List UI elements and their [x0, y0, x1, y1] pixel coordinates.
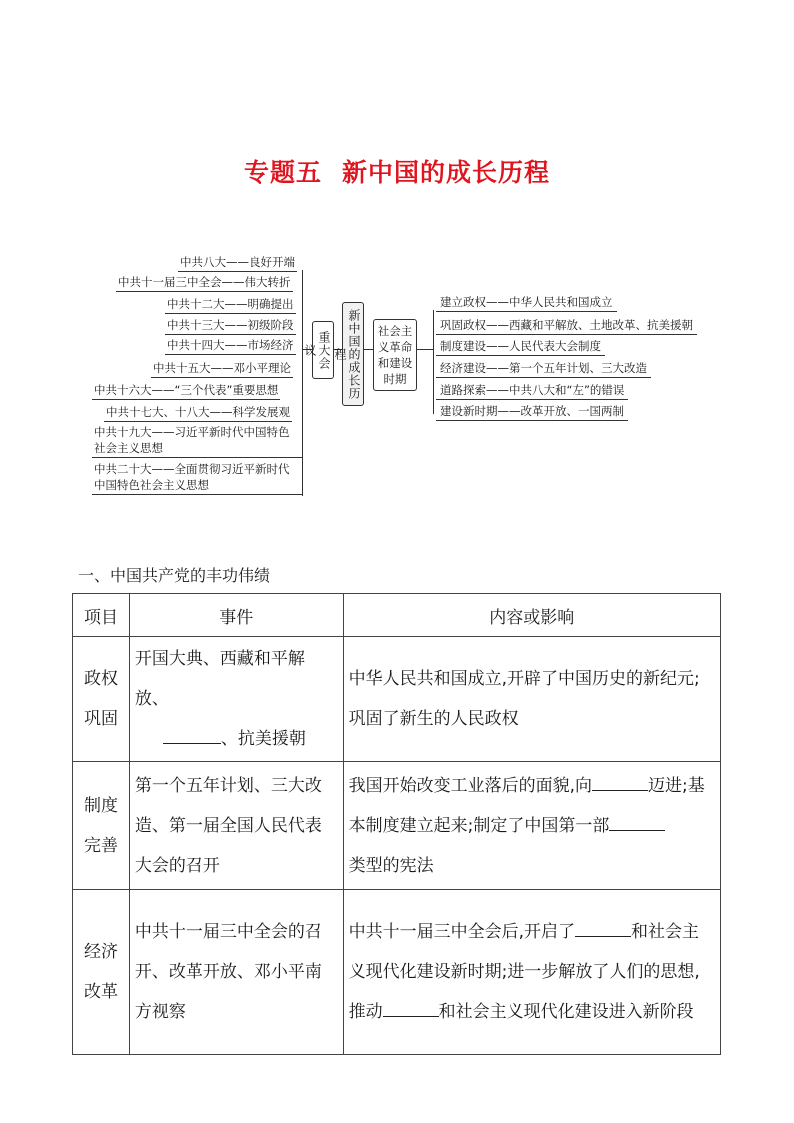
- fill-blank[interactable]: [163, 723, 221, 744]
- mindmap-left-item: 中共八大——良好开端: [178, 254, 297, 272]
- content-text: 类型的宪法: [348, 855, 434, 876]
- content-text: 我国开始改变工业落后的面貌,向: [348, 775, 593, 796]
- mindmap-connector: [364, 349, 373, 350]
- mindmap-right-item: 经济建设——第一个五年计划、三大改造: [436, 360, 651, 378]
- table-header-cell: 项目: [73, 594, 130, 637]
- mindmap-right-item: 建立政权——中华人民共和国成立: [436, 294, 617, 312]
- mindmap-left-item: 中共十四大——市场经济: [165, 337, 296, 355]
- mindmap-center-box: 新中国的成长历程: [342, 302, 364, 406]
- mindmap-right-item: 制度建设——人民代表大会制度: [436, 338, 605, 356]
- mindmap-left-spine: [302, 270, 303, 496]
- fill-blank[interactable]: [575, 916, 631, 937]
- fill-blank[interactable]: [609, 810, 665, 831]
- table-cell-item: 政权巩固: [73, 637, 130, 762]
- title-part2: 新中国的成长历程: [342, 158, 551, 187]
- table-row: [73, 890, 721, 1055]
- mindmap-meeting-box: 重大会议: [312, 321, 334, 379]
- table-row: [73, 637, 721, 762]
- mindmap-left-item: 中共十九大——习近平新时代中国特色社会主义思想: [92, 424, 302, 458]
- mindmap-left-item: 中共十七大、十八大——科学发展观: [104, 404, 292, 422]
- table-cell-content: 中华人民共和国成立,开辟了中国历史的新纪元;巩固了新生的人民政权: [343, 637, 720, 762]
- mindmap-left-item: 中共十三大——初级阶段: [165, 317, 296, 335]
- achievements-table: [72, 593, 721, 1055]
- fill-blank[interactable]: [592, 770, 648, 791]
- table-header-cell: 内容或影响: [343, 594, 720, 637]
- mindmap-left-item: 中共十六大——“三个代表”重要思想: [92, 382, 280, 400]
- mindmap-right-spine: [433, 310, 434, 414]
- table-cell-item: 经济改革: [73, 890, 130, 1055]
- table-header-row: [73, 594, 721, 637]
- page-title: [0, 153, 794, 189]
- mindmap-right-item: 建设新时期——改革开放、一国两制: [436, 403, 628, 421]
- mindmap-connector: [417, 349, 433, 350]
- table-cell-item: 制度完善: [73, 762, 130, 890]
- content-text: 迈进;基本制度建立起来;制定了中国第一部: [348, 775, 705, 836]
- mindmap-period-box: 社会主义革命和建设时期: [373, 319, 417, 391]
- table-cell-event: 第一个五年计划、三大改造、第一届全国人民代表大会的召开: [129, 762, 343, 890]
- mindmap-left-item: 中共十五大——邓小平理论: [151, 360, 293, 378]
- table-header-cell: 事件: [129, 594, 343, 637]
- table-cell-content: [343, 762, 720, 890]
- title-part1: 专题五: [243, 158, 322, 187]
- mindmap-left-item: 中共十一届三中全会——伟大转折: [116, 274, 293, 292]
- content-text: 和社会主义现代化建设进入新阶段: [438, 1002, 694, 1022]
- table-cell-event: [129, 637, 343, 762]
- event-text: 开国大典、西藏和平解放、: [134, 649, 305, 709]
- table-cell-content: [343, 890, 720, 1055]
- mindmap-left-item: 中共二十大——全面贯彻习近平新时代中国特色社会主义思想: [92, 461, 302, 495]
- event-text: 、抗美援朝: [220, 729, 306, 749]
- mindmap-left-item: 中共十二大——明确提出: [165, 296, 296, 314]
- content-text: 和社会主义现代化建设新时期;进一步解放了人们的思想,推动: [348, 922, 700, 1022]
- mindmap-right-item: 道路探索——中共八大和“左”的错误: [436, 382, 628, 400]
- table-row: [73, 762, 721, 890]
- content-text: 中共十一届三中全会后,开启了: [348, 922, 576, 942]
- mindmap-right-item: 巩固政权——西藏和平解放、土地改革、抗美援朝: [436, 317, 697, 335]
- table-cell-event: 中共十一届三中全会的召开、改革开放、邓小平南方视察: [129, 890, 343, 1055]
- fill-blank[interactable]: [383, 996, 439, 1017]
- section-heading: 一、中国共产党的丰功伟绩: [78, 566, 271, 585]
